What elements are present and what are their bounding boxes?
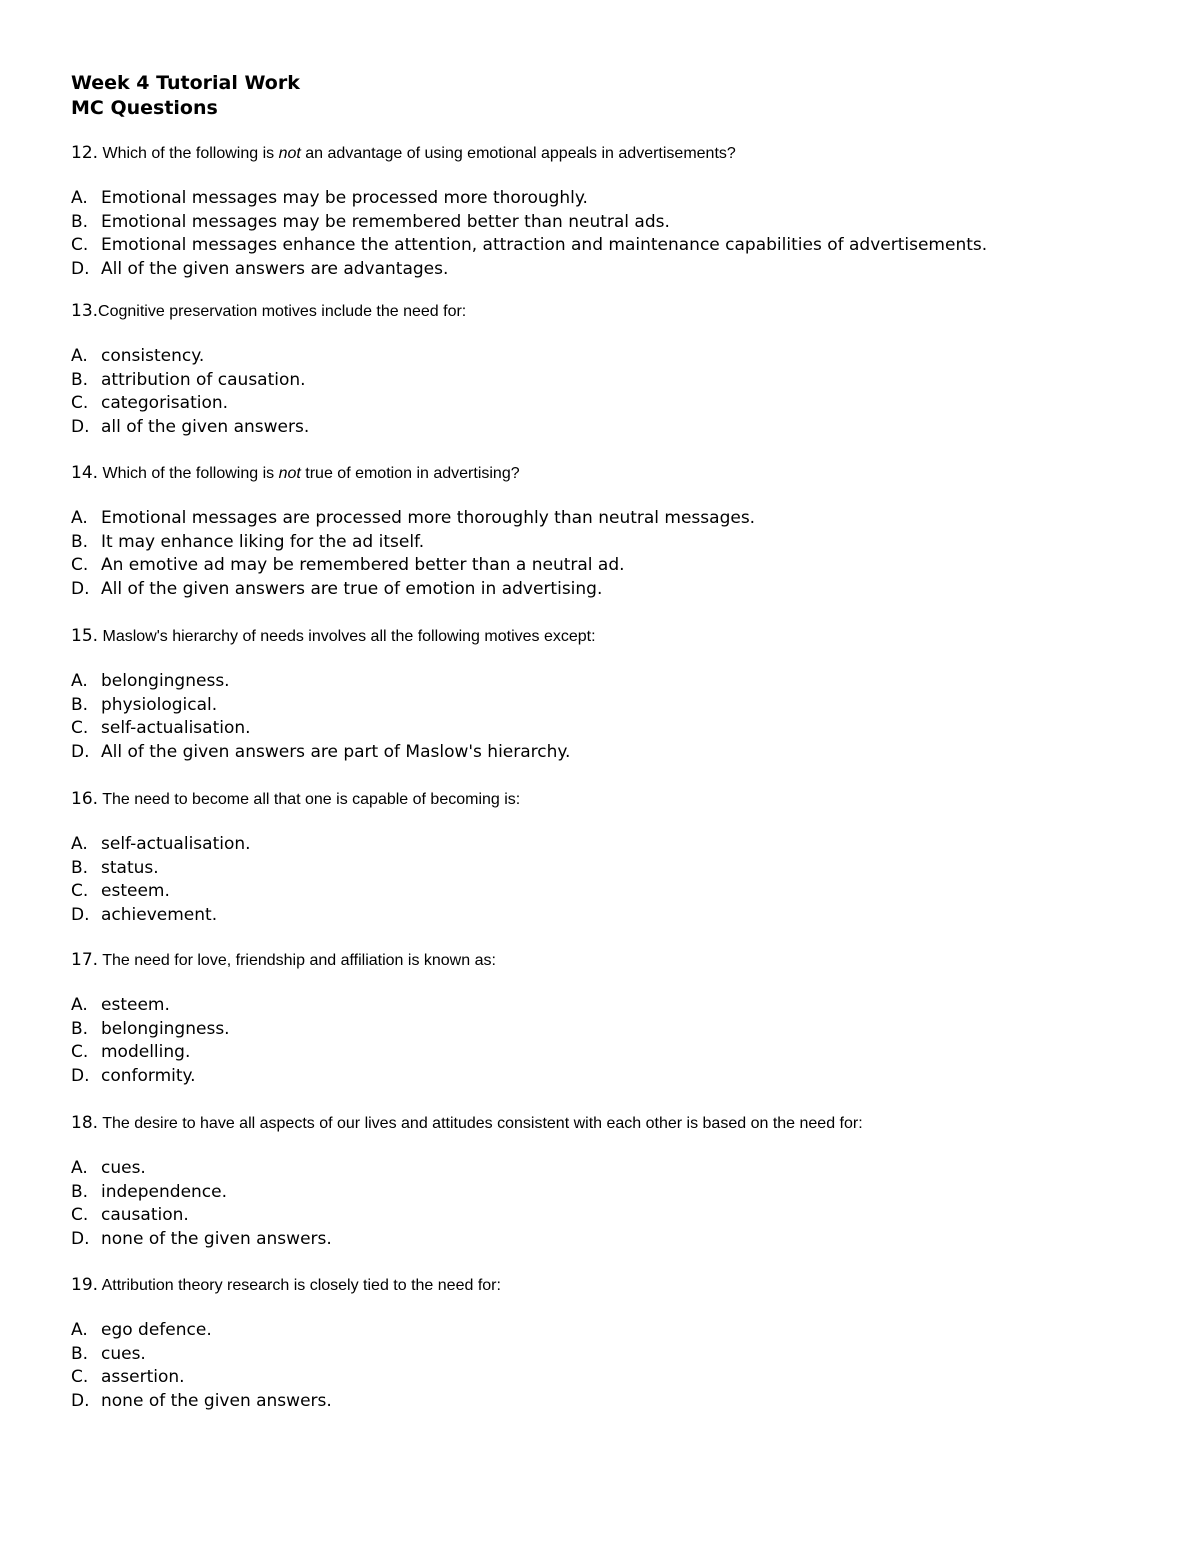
option-text: conformity.: [101, 1066, 196, 1087]
question-block: [71, 948, 1171, 1089]
option-letter: C.: [71, 235, 89, 256]
question-number: 15.: [71, 626, 99, 646]
option-text: consistency.: [101, 346, 205, 366]
question-block: [71, 299, 1171, 440]
answer-option: [71, 1319, 1171, 1343]
option-letter: C.: [71, 1205, 89, 1226]
answer-options: [71, 994, 1171, 1089]
option-letter: B.: [71, 694, 89, 715]
option-text: cues.: [101, 1158, 146, 1178]
option-letter: A.: [71, 995, 88, 1015]
question-stem: [71, 1111, 1171, 1135]
question-text: true of emotion in advertising?: [300, 465, 520, 482]
question-text-emphasis: not: [278, 145, 301, 162]
answer-option: [71, 531, 1171, 555]
option-text: physiological.: [101, 694, 218, 715]
question-text: an advantage of using emotional appeals in advertisements?: [300, 145, 736, 162]
answer-option: [71, 211, 1171, 235]
option-letter: A.: [71, 671, 88, 691]
question-text: The need for love, friendship and affiliation is known as:: [98, 952, 496, 969]
question-number: 14.: [71, 463, 99, 483]
question-number: 17.: [71, 950, 99, 970]
answer-option: [71, 670, 1171, 694]
answer-option: [71, 187, 1171, 211]
answer-option: [71, 1228, 1171, 1252]
answer-option: [71, 1366, 1171, 1390]
option-letter: A.: [71, 346, 88, 366]
option-text: achievement.: [101, 905, 218, 926]
option-text: self-actualisation.: [101, 834, 251, 854]
option-text: It may enhance liking for the ad itself.: [101, 531, 425, 552]
option-letter: A.: [71, 508, 88, 528]
option-letter: C.: [71, 393, 89, 414]
question-text: The desire to have all aspects of our lives and attitudes consistent with each other is based on the need for:: [98, 1115, 863, 1132]
answer-option: [71, 717, 1171, 741]
question-number: 18.: [71, 1113, 99, 1133]
option-letter: B.: [71, 857, 89, 878]
question-number: 19.: [71, 1275, 99, 1295]
option-letter: C.: [71, 1042, 89, 1063]
option-text: An emotive ad may be remembered better than a neutral ad.: [101, 555, 625, 576]
option-text: All of the given answers are part of Maslow's hierarchy.: [101, 742, 571, 763]
answer-option: [71, 1157, 1171, 1181]
question-number: 12.: [71, 143, 99, 163]
option-letter: C.: [71, 881, 89, 902]
option-text: causation.: [101, 1205, 189, 1226]
option-text: all of the given answers.: [101, 417, 310, 438]
option-text: categorisation.: [101, 393, 229, 414]
question-stem: [71, 141, 1171, 165]
option-text: cues.: [101, 1343, 146, 1364]
question-block: [71, 624, 1171, 765]
option-text: status.: [101, 857, 159, 878]
answer-option: [71, 1181, 1171, 1205]
answer-options: [71, 833, 1171, 928]
option-letter: D.: [71, 259, 90, 280]
question-text: Maslow's hierarchy of needs involves all the following motives except:: [98, 628, 596, 645]
option-text: none of the given answers.: [101, 1229, 332, 1250]
option-text: Emotional messages enhance the attention, attraction and maintenance capabilities of advertisements.: [101, 235, 988, 256]
option-letter: B.: [71, 369, 89, 390]
option-letter: B.: [71, 1018, 89, 1039]
answer-option: [71, 1065, 1171, 1089]
question-stem: [71, 948, 1171, 972]
question-text: Cognitive preservation motives include the need for:: [98, 303, 467, 320]
answer-options: [71, 1319, 1171, 1414]
option-letter: D.: [71, 905, 90, 926]
option-text: All of the given answers are true of emotion in advertising.: [101, 579, 603, 600]
answer-option: [71, 392, 1171, 416]
answer-option: [71, 904, 1171, 928]
option-letter: D.: [71, 742, 90, 763]
option-letter: D.: [71, 417, 90, 438]
option-letter: B.: [71, 211, 89, 232]
answer-option: [71, 741, 1171, 765]
answer-options: [71, 345, 1171, 440]
answer-options: [71, 187, 1171, 282]
option-letter: D.: [71, 579, 90, 600]
answer-option: [71, 880, 1171, 904]
answer-option: [71, 1041, 1171, 1065]
answer-option: [71, 1204, 1171, 1228]
answer-options: [71, 1157, 1171, 1252]
question-block: [71, 461, 1171, 602]
option-text: All of the given answers are advantages.: [101, 259, 449, 280]
option-letter: D.: [71, 1229, 90, 1250]
option-letter: A.: [71, 1158, 88, 1178]
answer-option: [71, 507, 1171, 531]
option-text: Emotional messages may be remembered better than neutral ads.: [101, 211, 670, 232]
answer-option: [71, 1390, 1171, 1414]
answer-option: [71, 994, 1171, 1018]
section-heading: MC Questions: [71, 97, 218, 119]
option-text: ego defence.: [101, 1320, 212, 1340]
answer-option: [71, 857, 1171, 881]
question-stem: [71, 787, 1171, 811]
option-letter: B.: [71, 531, 89, 552]
question-block: [71, 787, 1171, 928]
document-title: Week 4 Tutorial Work: [71, 72, 300, 94]
option-text: none of the given answers.: [101, 1391, 332, 1412]
option-text: attribution of causation.: [101, 369, 306, 390]
question-stem: [71, 624, 1171, 648]
option-text: esteem.: [101, 995, 170, 1015]
option-letter: D.: [71, 1066, 90, 1087]
question-stem: [71, 461, 1171, 485]
answer-option: [71, 1343, 1171, 1367]
option-letter: A.: [71, 834, 88, 854]
answer-option: [71, 694, 1171, 718]
answer-option: [71, 345, 1171, 369]
option-text: independence.: [101, 1181, 228, 1202]
question-block: [71, 141, 1171, 282]
option-text: Emotional messages are processed more thoroughly than neutral messages.: [101, 508, 756, 528]
option-text: modelling.: [101, 1042, 191, 1063]
answer-option: [71, 416, 1171, 440]
option-text: assertion.: [101, 1367, 185, 1388]
question-stem: [71, 299, 1171, 323]
answer-option: [71, 554, 1171, 578]
answer-option: [71, 1018, 1171, 1042]
question-text: Attribution theory research is closely tied to the need for:: [98, 1277, 501, 1294]
option-letter: C.: [71, 1367, 89, 1388]
question-text-emphasis: not: [278, 465, 301, 482]
answer-option: [71, 833, 1171, 857]
option-letter: C.: [71, 718, 89, 739]
answer-option: [71, 369, 1171, 393]
option-text: belongingness.: [101, 671, 230, 691]
question-block: [71, 1273, 1171, 1414]
option-letter: C.: [71, 555, 89, 576]
option-letter: D.: [71, 1391, 90, 1412]
option-letter: B.: [71, 1181, 89, 1202]
option-text: belongingness.: [101, 1018, 230, 1039]
option-text: esteem.: [101, 881, 170, 902]
option-letter: A.: [71, 188, 88, 208]
answer-options: [71, 670, 1171, 765]
option-letter: B.: [71, 1343, 89, 1364]
question-text: The need to become all that one is capable of becoming is:: [98, 791, 521, 808]
question-text: Which of the following is: [98, 465, 279, 482]
answer-option: [71, 258, 1171, 282]
option-text: self-actualisation.: [101, 718, 251, 739]
answer-option: [71, 578, 1171, 602]
question-stem: [71, 1273, 1171, 1297]
question-number: 13.: [71, 301, 99, 321]
option-letter: A.: [71, 1320, 88, 1340]
question-text: Which of the following is: [98, 145, 279, 162]
question-block: [71, 1111, 1171, 1252]
option-text: Emotional messages may be processed more thoroughly.: [101, 188, 588, 208]
question-number: 16.: [71, 789, 99, 809]
answer-option: [71, 234, 1171, 258]
answer-options: [71, 507, 1171, 602]
